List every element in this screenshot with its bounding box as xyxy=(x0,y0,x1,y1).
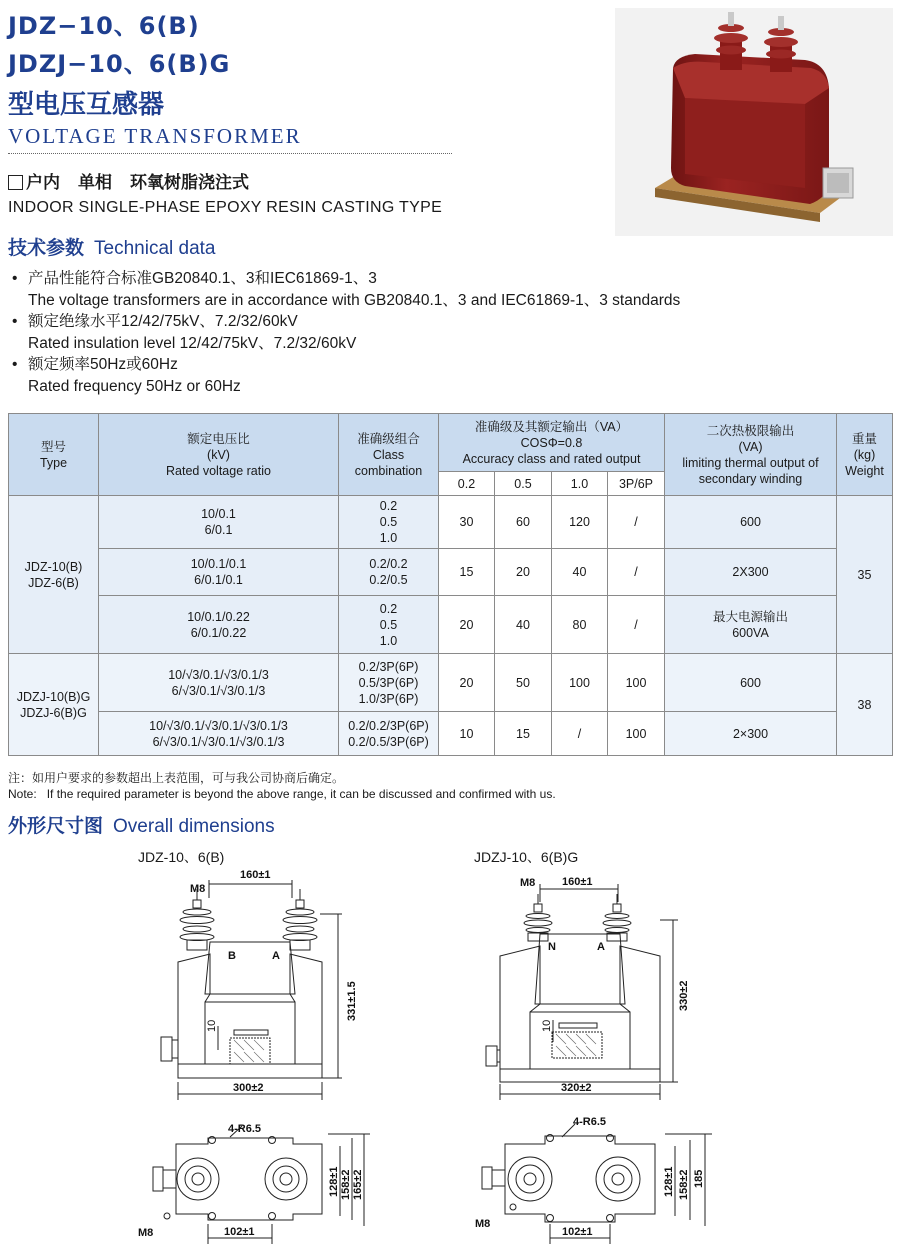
right-base: 320±2 xyxy=(561,1082,592,1094)
left-height: 331±1.5 xyxy=(346,981,358,1021)
value-cell: 20 xyxy=(439,654,495,712)
value-cell: 20 xyxy=(495,549,552,596)
header-acc-10: 1.0 xyxy=(552,472,608,496)
left-ten: 10 xyxy=(206,1019,218,1032)
checkbox-icon xyxy=(8,175,23,190)
value-cell: 20 xyxy=(439,596,495,654)
right-terminal-n: N xyxy=(548,941,556,953)
title-divider xyxy=(8,153,452,154)
note-key: Note: xyxy=(8,787,37,801)
value-cell: / xyxy=(608,549,665,596)
thermal-cell: 600 xyxy=(665,654,837,712)
bullet-en: Rated insulation level 12/42/75kV、7.2/32/60kV xyxy=(28,334,357,352)
table-row xyxy=(9,596,893,654)
note-en xyxy=(8,787,556,801)
bullet-dot: • xyxy=(12,356,18,373)
ratio-cell: 10/√3/0.1/√3/0.1/3 6/√3/0.1/√3/0.1/3 xyxy=(99,654,339,712)
cn-title: 型电压互感器 xyxy=(8,90,165,120)
left-holes: 4-R6.5 xyxy=(228,1123,262,1135)
value-cell: 30 xyxy=(439,496,495,549)
thermal-cell: 2×300 xyxy=(665,712,837,756)
left-front-view xyxy=(161,880,342,1100)
right-holes: 4-R6.5 xyxy=(573,1116,607,1128)
type-item-indoor: 户内 xyxy=(26,173,60,193)
bullet-dot: • xyxy=(12,313,18,330)
right-d185: 185 xyxy=(693,1169,705,1188)
value-cell: / xyxy=(552,712,608,756)
technical-heading xyxy=(8,233,215,260)
right-top-width: 160±1 xyxy=(562,876,593,888)
type-en: INDOOR SINGLE-PHASE EPOXY RESIN CASTING TYPE xyxy=(8,199,443,216)
thermal-cell: 最大电源输出 600VA xyxy=(665,596,837,654)
header-type: 型号 Type xyxy=(9,414,99,496)
dimensions-heading-en: Overall dimensions xyxy=(113,816,275,837)
left-d128: 128±1 xyxy=(328,1166,340,1197)
left-terminal-b: B xyxy=(228,950,236,962)
type-cell: JDZJ-10(B)G JDZJ-6(B)G xyxy=(9,654,99,756)
bullet-dot: • xyxy=(12,270,18,287)
class-cell: 0.2 0.5 1.0 xyxy=(339,496,439,549)
table-row xyxy=(9,496,893,549)
bullet-cn: 产品性能符合标准GB20840.1、3和IEC61869-1、3 xyxy=(28,270,377,287)
class-cell: 0.2/0.2/3P(6P) 0.2/0.5/3P(6P) xyxy=(339,712,439,756)
model-title-line1: JDZ−10、6(B) xyxy=(8,12,200,40)
bullet-en: The voltage transformers are in accordance with GB20840.1、3 and IEC61869-1、3 standards xyxy=(28,291,681,309)
value-cell: 50 xyxy=(495,654,552,712)
header-accuracy: 准确级及其额定输出（VA） COSΦ=0.8 Accuracy class and rated output xyxy=(439,414,665,472)
dimensions-heading xyxy=(8,811,275,838)
header-ratio: 额定电压比 (kV) Rated voltage ratio xyxy=(99,414,339,496)
value-cell: 100 xyxy=(608,712,665,756)
bullet-item xyxy=(10,354,680,376)
type-cn xyxy=(8,168,267,193)
thermal-cell: 2X300 xyxy=(665,549,837,596)
model-title-line2: JDZJ−10、6(B)G xyxy=(8,50,231,78)
ratio-cell: 10/0.1 6/0.1 xyxy=(99,496,339,549)
left-m8-label: M8 xyxy=(190,883,206,895)
class-cell: 0.2/0.2 0.2/0.5 xyxy=(339,549,439,596)
value-cell: 120 xyxy=(552,496,608,549)
weight-cell: 35 xyxy=(837,496,893,654)
class-cell: 0.2 0.5 1.0 xyxy=(339,596,439,654)
dimension-drawings xyxy=(0,854,900,1254)
left-m8-bottom: M8 xyxy=(138,1227,154,1239)
header-acc-02: 0.2 xyxy=(439,472,495,496)
header-weight: 重量 (kg) Weight xyxy=(837,414,893,496)
value-cell: 100 xyxy=(552,654,608,712)
ratio-cell: 10/0.1/0.1 6/0.1/0.1 xyxy=(99,549,339,596)
bullet-cn: 额定绝缘水平12/42/75kV、7.2/32/60kV xyxy=(28,313,298,330)
header-acc-3p: 3P/6P xyxy=(608,472,665,496)
note-cn: 注：如用户要求的参数超出上表范围，可与我公司协商后确定。 xyxy=(8,771,345,785)
value-cell: 10 xyxy=(439,712,495,756)
value-cell: 15 xyxy=(495,712,552,756)
right-ten: 10 xyxy=(541,1019,553,1032)
class-cell: 0.2/3P(6P) 0.5/3P(6P) 1.0/3P(6P) xyxy=(339,654,439,712)
bullet-item-en xyxy=(10,333,680,355)
weight-cell: 38 xyxy=(837,654,893,756)
bullet-item-en xyxy=(10,290,680,312)
left-top-width: 160±1 xyxy=(240,869,271,881)
right-m8-label: M8 xyxy=(520,877,536,889)
table-row xyxy=(9,654,893,712)
left-terminal-a: A xyxy=(272,950,280,962)
left-d158: 158±2 xyxy=(340,1169,352,1200)
table-row xyxy=(9,549,893,596)
type-item-epoxy: 环氧树脂浇注式 xyxy=(130,173,249,193)
technical-heading-cn: 技术参数 xyxy=(8,237,85,259)
value-cell: / xyxy=(608,496,665,549)
bullet-item-en xyxy=(10,376,680,398)
left-base: 300±2 xyxy=(233,1082,264,1094)
technical-heading-en: Technical data xyxy=(94,238,216,259)
value-cell: 40 xyxy=(495,596,552,654)
bullet-item xyxy=(10,311,680,333)
type-item-single-phase: 单相 xyxy=(78,173,112,193)
en-title: VOLTAGE TRANSFORMER xyxy=(8,124,302,148)
header-thermal: 二次热极限输出 (VA) limiting thermal output of secondary winding xyxy=(665,414,837,496)
value-cell: 60 xyxy=(495,496,552,549)
right-d128: 128±1 xyxy=(663,1166,675,1197)
table-row xyxy=(9,712,893,756)
left-d102: 102±1 xyxy=(224,1226,255,1238)
thermal-cell: 600 xyxy=(665,496,837,549)
left-d165: 165±2 xyxy=(352,1169,364,1200)
right-front-view xyxy=(486,884,678,1100)
value-cell: 40 xyxy=(552,549,608,596)
value-cell: 80 xyxy=(552,596,608,654)
note-text: If the required parameter is beyond the above range, it can be discussed and confirmed with us. xyxy=(46,787,556,801)
value-cell: / xyxy=(608,596,665,654)
right-drawing-label: JDZJ-10、6(B)G xyxy=(474,849,579,865)
spec-table xyxy=(8,413,893,756)
bullet-cn: 额定频率50Hz或60Hz xyxy=(28,356,178,373)
right-height: 330±2 xyxy=(678,980,690,1011)
right-m8-bottom: M8 xyxy=(475,1218,491,1230)
header-acc-05: 0.5 xyxy=(495,472,552,496)
right-d158: 158±2 xyxy=(678,1169,690,1200)
value-cell: 15 xyxy=(439,549,495,596)
technical-bullets xyxy=(10,268,680,397)
dimensions-heading-cn: 外形尺寸图 xyxy=(8,815,104,837)
right-terminal-a: A xyxy=(597,941,605,953)
header-class: 准确级组合 Class combination xyxy=(339,414,439,496)
type-cell: JDZ-10(B) JDZ-6(B) xyxy=(9,496,99,654)
value-cell: 100 xyxy=(608,654,665,712)
bullet-item xyxy=(10,268,680,290)
ratio-cell: 10/0.1/0.22 6/0.1/0.22 xyxy=(99,596,339,654)
bullet-en: Rated frequency 50Hz or 60Hz xyxy=(28,377,241,395)
ratio-cell: 10/√3/0.1/√3/0.1/√3/0.1/3 6/√3/0.1/√3/0.1/√3/0.1/3 xyxy=(99,712,339,756)
right-d102: 102±1 xyxy=(562,1226,593,1238)
left-drawing-label: JDZ-10、6(B) xyxy=(138,849,225,865)
product-photo xyxy=(615,8,893,236)
